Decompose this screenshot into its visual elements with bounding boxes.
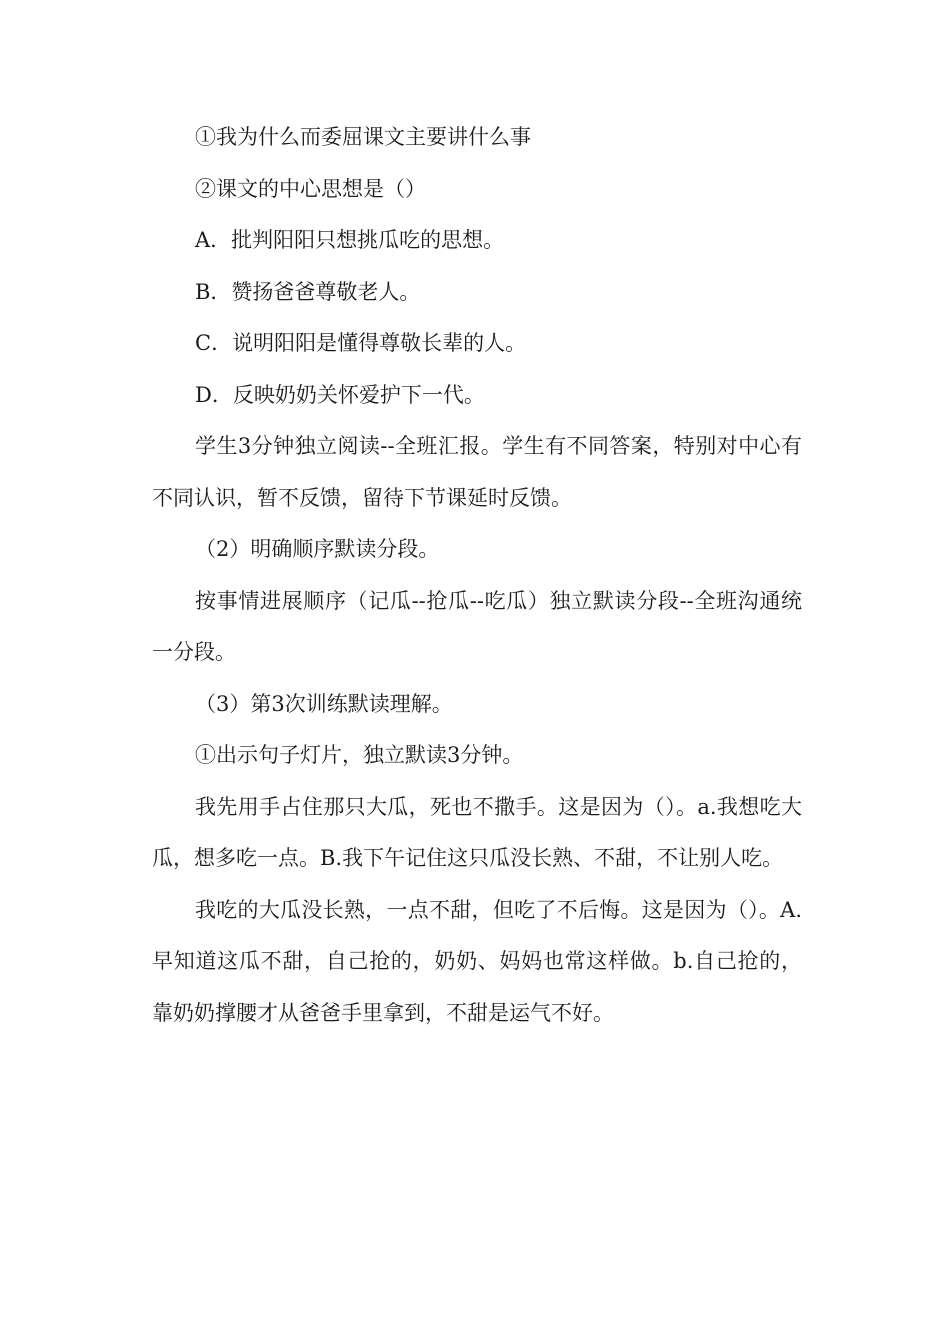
paragraph-sentence-2: 我吃的大瓜没长熟，一点不甜，但吃了不后悔。这是因为（）。A.早知道这瓜不甜，自己抢的，奶奶、妈妈也常这样做。b.自己抢的，靠奶奶撑腰才从爸爸手里拿到，不甜是运气不好。 bbox=[152, 897, 802, 1025]
question-1: ①我为什么而委屈课文主要讲什么事 bbox=[195, 125, 531, 149]
paragraph-sentence-1: 我先用手占住那只大瓜，死也不撒手。这是因为（）。a.我想吃大瓜，想多吃一点。B.我下午记住这只瓜没长熟、不甜，不让别人吃。 bbox=[152, 794, 802, 870]
option-a: A．批判阳阳只想挑瓜吃的思想。 bbox=[195, 228, 505, 252]
paragraph-segmenting: 按事情进展顺序（记瓜--抢瓜--吃瓜）独立默读分段--全班沟通统一分段。 bbox=[152, 588, 802, 664]
option-b: B．赞扬爸爸尊敬老人。 bbox=[195, 279, 421, 304]
question-2: ②课文的中心思想是（） bbox=[195, 176, 426, 201]
document-body bbox=[152, 112, 802, 1039]
section-3-heading: （3）第3次训练默读理解。 bbox=[195, 691, 453, 716]
section-2-heading: （2）明确顺序默读分段。 bbox=[195, 537, 440, 561]
step-1: ①出示句子灯片，独立默读3分钟。 bbox=[195, 743, 524, 767]
option-d: D．反映奶奶关怀爱护下一代。 bbox=[195, 382, 485, 407]
paragraph-reading-report: 学生3分钟独立阅读--全班汇报。学生有不同答案，特别对中心有不同认识，暂不反馈，留待下节课延时反馈。 bbox=[152, 434, 802, 510]
option-c: C．说明阳阳是懂得尊敬长辈的人。 bbox=[195, 331, 527, 355]
